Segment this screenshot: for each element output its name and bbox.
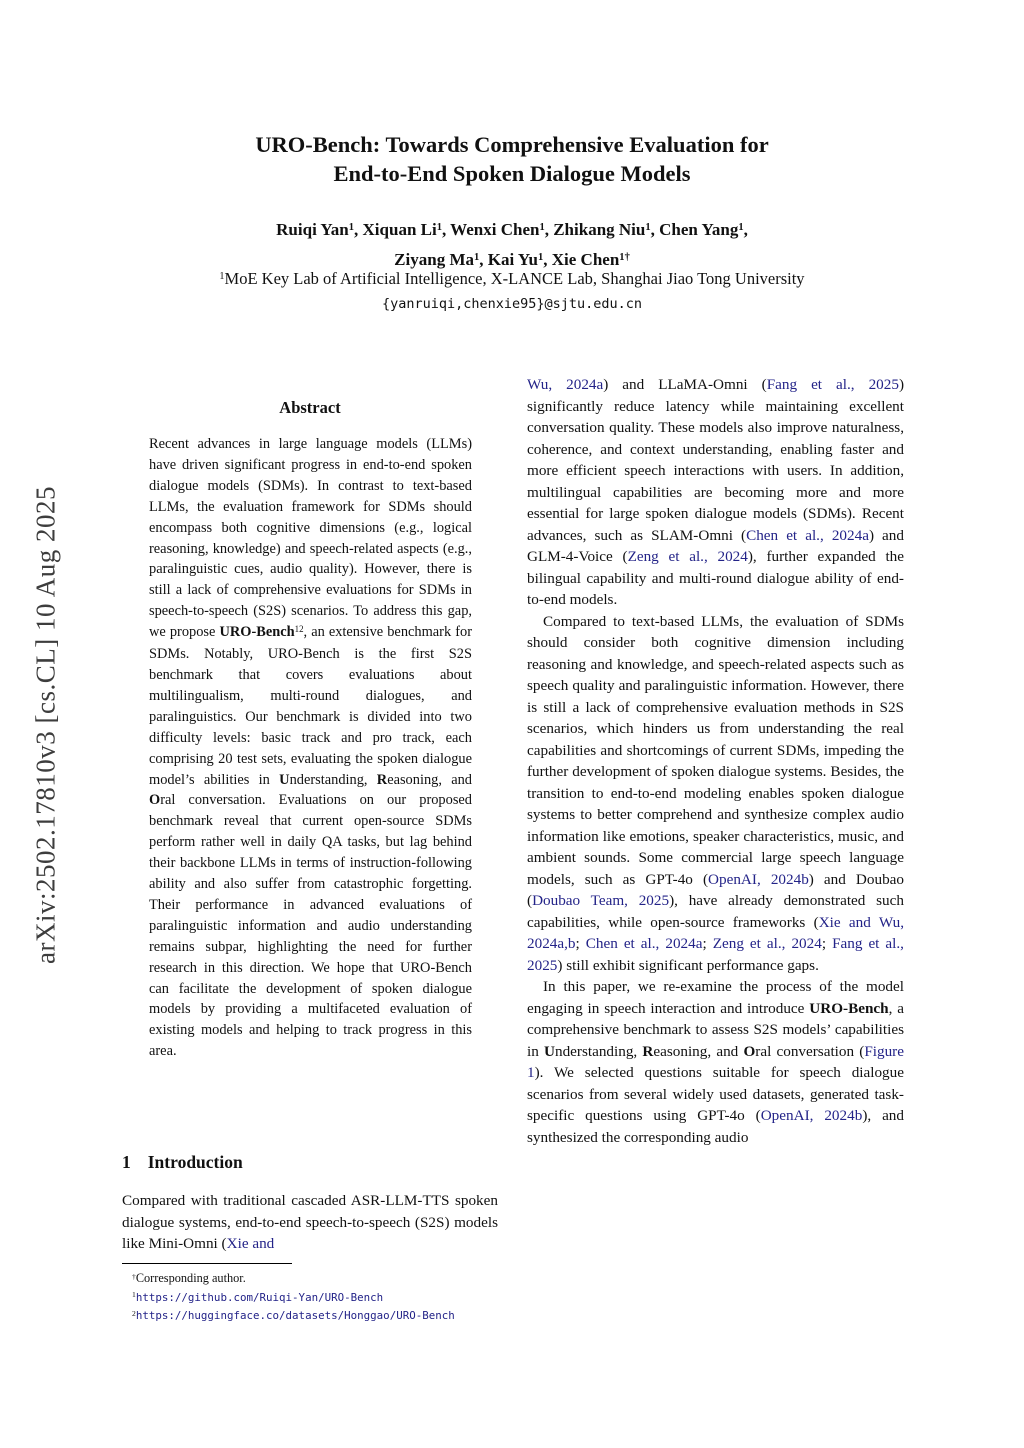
footnote-divider bbox=[122, 1263, 292, 1264]
text-segment: ; bbox=[821, 935, 833, 952]
text-segment: Compared to text-based LLMs, the evaluation of SDMs should consider both cognitive dimension including reasoning and knowledge, and speech-related aspects such as speech quality and paralinguistic information. However, there is still a lack of comprehensive evaluation methods in S2S scenarios, which hinders us from understanding the real capabilities and shortcomings of current SDMs, impeding the further development of spoken dialogue systems. Besides, the transition to end-to-end modeling enables spoken dialogue systems to better comprehend and synthesize complex audio information like emotions, speaker characteristics, music, and ambient sounds. Some commercial large speech language models, such as GPT-4o ( bbox=[527, 612, 904, 888]
text-segment: , Xiquan Li bbox=[354, 220, 437, 239]
abstract-heading: Abstract bbox=[279, 398, 341, 417]
text-segment: 12 bbox=[294, 624, 304, 635]
text-segment: 1† bbox=[619, 252, 630, 264]
text-segment: 2 bbox=[132, 1308, 136, 1318]
citation-link[interactable]: Fang et al., 2025 bbox=[527, 935, 904, 974]
text-segment: 1 bbox=[219, 271, 225, 283]
abstract-body bbox=[149, 434, 472, 1062]
arxiv-watermark: arXiv:2502.17810v3 [cs.CL] 10 Aug 2025 bbox=[30, 486, 61, 964]
affiliation bbox=[62, 269, 962, 289]
text-segment: ral conversation. Evaluations on our proposed benchmark reveal that current open-source SDMs perform rather well in daily QA tasks, but lag behind their backbone LLMs in terms of instruction-following ability and also suffer from catastrophic forgetting. Their performance in advanced evaluations of paralinguistic information and audio understanding remains subpar, highlighting the need for further research in this direction. We hope that URO-Bench can facilitate the development of spoken dialogue models by providing a multifaceted evaluation of existing models and helping to track progress in this area. bbox=[149, 792, 472, 1060]
right-paragraph-2 bbox=[527, 611, 904, 977]
text-segment: ) and LLaMA-Omni ( bbox=[603, 376, 767, 393]
text-segment: O bbox=[743, 1042, 756, 1060]
section-1-heading bbox=[122, 1152, 498, 1173]
text-segment: nderstanding, bbox=[554, 1042, 643, 1060]
text-segment: easoning, and bbox=[387, 771, 472, 788]
text-segment: URO-Bench bbox=[809, 999, 889, 1017]
authors-line-1 bbox=[112, 216, 912, 246]
citation-link[interactable]: https://huggingface.co/datasets/Honggao/URO-Bench bbox=[135, 1309, 455, 1322]
footnote-1-github-url bbox=[122, 1289, 498, 1308]
text-segment: ), have already demonstrated such capabilities, while open-source frameworks ( bbox=[527, 892, 904, 931]
text-segment: ) still exhibit significant performance gaps. bbox=[557, 956, 819, 974]
right-paragraph-3 bbox=[527, 976, 904, 1148]
text-segment: ; bbox=[702, 935, 713, 952]
footnote-corresponding-author bbox=[122, 1270, 498, 1289]
citation-link[interactable]: Chen et al., 2024a bbox=[585, 935, 703, 952]
text-segment: 1 bbox=[738, 222, 744, 234]
text-segment: 1 bbox=[538, 252, 544, 264]
footnote-2-huggingface-url bbox=[122, 1307, 498, 1326]
text-segment: , Wenxi Chen bbox=[441, 220, 540, 239]
text-segment: MoE Key Lab of Artificial Intelligence, X-LANCE Lab, Shanghai Jiao Tong University bbox=[224, 269, 805, 288]
citation-link[interactable]: Zeng et al., 2024 bbox=[712, 935, 822, 952]
footnote-block bbox=[122, 1263, 498, 1326]
citation-link[interactable]: Zeng et al., 2024 bbox=[627, 548, 748, 565]
text-segment: ) and Doubao ( bbox=[527, 870, 905, 909]
paper-title-line-1: URO-Bench: Towards Comprehensive Evaluation for bbox=[255, 132, 769, 157]
text-segment: Ruiqi Yan bbox=[276, 220, 349, 239]
text-segment: , Xie Chen bbox=[543, 250, 620, 269]
citation-link[interactable]: Figure 1 bbox=[527, 1042, 904, 1081]
citation-link[interactable]: , bbox=[548, 376, 567, 393]
citation-link[interactable]: Xie and Wu, 2024a,b bbox=[527, 913, 904, 952]
paper-title-line-2: End-to-End Spoken Dialogue Models bbox=[333, 161, 691, 186]
text-segment: 1 bbox=[348, 222, 355, 234]
text-segment: 1 bbox=[436, 222, 442, 234]
text-segment: R bbox=[376, 771, 388, 788]
citation-link[interactable]: OpenAI, 2024b bbox=[760, 1107, 863, 1124]
citation-link[interactable]: Wu bbox=[527, 376, 549, 393]
text-segment: , Zhikang Niu bbox=[544, 220, 646, 239]
citation-link[interactable]: Doubao Team, 2025 bbox=[532, 892, 670, 909]
text-segment: 1 bbox=[132, 1290, 136, 1300]
text-segment: O bbox=[149, 792, 161, 809]
intro-paragraph bbox=[122, 1190, 498, 1255]
text-segment: U bbox=[279, 771, 290, 788]
citation-link[interactable]: Chen et al., 2024a bbox=[746, 526, 869, 544]
section-1-number: 1 bbox=[122, 1152, 131, 1172]
citation-link[interactable]: Xie and bbox=[226, 1235, 275, 1252]
text-segment: easoning, and bbox=[653, 1042, 744, 1060]
text-segment: 1 bbox=[539, 222, 545, 234]
text-segment: , Chen Yang bbox=[650, 220, 739, 239]
text-segment: U bbox=[544, 1042, 555, 1060]
text-segment: ). We selected questions suitable for speech dialogue scenarios from several widely used datasets, generated task-specific questions using GPT-4o ( bbox=[527, 1064, 904, 1124]
citation-link[interactable]: OpenAI, 2024b bbox=[708, 870, 809, 888]
text-segment: Compared with traditional cascaded ASR-LLM-TTS spoken dialogue systems, end-to-end speech-to-speech (S2S) models like Mini-Omni ( bbox=[122, 1192, 498, 1252]
right-paragraph-1 bbox=[527, 374, 904, 611]
text-segment: , bbox=[743, 220, 748, 239]
text-segment: Ziyang Ma bbox=[394, 250, 474, 269]
right-column bbox=[527, 374, 904, 1148]
text-segment: ) and GLM-4-Voice ( bbox=[527, 526, 904, 565]
section-1-label: Introduction bbox=[147, 1152, 243, 1172]
citation-link[interactable]: Fang et al., 2025 bbox=[766, 376, 899, 393]
text-segment: ), further expanded the bilingual capability and multi-round dialogue ability of end-to-end models. bbox=[527, 548, 904, 608]
text-segment: ; bbox=[575, 935, 586, 952]
text-segment: Corresponding author. bbox=[135, 1271, 246, 1285]
citation-link[interactable]: 2024a bbox=[566, 376, 604, 393]
text-segment: ) significantly reduce latency while maintaining excellent conversation quality. These models also improve naturalness, coherence, and context understanding, enabling faster and more efficient speech interactions with users. In addition, multilingual capabilities are becoming more and more essential for large spoken dialogue models (SDMs). Recent advances, such as SLAM-Omni ( bbox=[527, 376, 905, 544]
text-segment: In this paper, we re-examine the process of the model engaging in speech interaction and introduce bbox=[527, 978, 904, 1017]
paper-title bbox=[112, 130, 912, 188]
text-segment: nderstanding, bbox=[289, 771, 377, 788]
text-segment: Recent advances in large language models (LLMs) have driven significant progress in end-to-end spoken dialogue models (SDMs). In contrast to text-based LLMs, the evaluation framework for SDMs should encompass both cognitive dimensions (e.g., logical reasoning, knowledge) and speech-related aspects (e.g., paralinguistic cues, audio quality). However, there is still a lack of comprehensive evaluations for SDMs in speech-to-speech (S2S) scenarios. To address this gap, we propose bbox=[149, 436, 472, 641]
contact-email: {yanruiqi,chenxie95}@sjtu.edu.cn bbox=[381, 296, 643, 312]
text-segment: , Kai Yu bbox=[479, 250, 538, 269]
text-segment: ), and synthesized the corresponding audio bbox=[527, 1107, 904, 1146]
text-segment: URO-Bench bbox=[219, 624, 295, 641]
text-segment: , an extensive benchmark for SDMs. Notably, URO-Bench is the first S2S benchmark that covers evaluations about multilingualism, multi-round dialogues, and paralinguistics. Our benchmark is divided into two difficulty levels: basic track and pro track, each comprising 20 test sets, evaluating the spoken dialogue model’s abilities in bbox=[149, 624, 472, 788]
citation-link[interactable]: https://github.com/Ruiqi-Yan/URO-Bench bbox=[135, 1290, 384, 1304]
text-segment: ral conversation ( bbox=[755, 1042, 865, 1060]
author-list bbox=[112, 216, 912, 276]
text-segment: † bbox=[132, 1271, 136, 1281]
text-segment: 1 bbox=[473, 252, 480, 264]
text-segment: , a comprehensive benchmark to assess S2S models’ capabilities in bbox=[527, 999, 904, 1060]
text-segment: R bbox=[642, 1042, 654, 1060]
text-segment: 1 bbox=[645, 222, 651, 234]
